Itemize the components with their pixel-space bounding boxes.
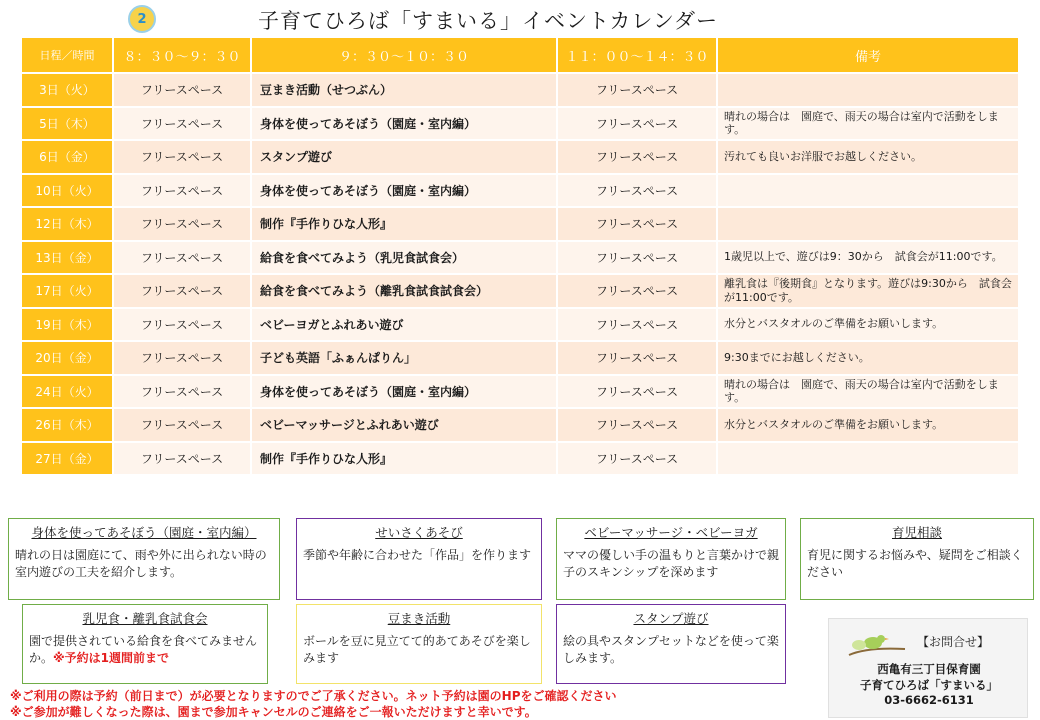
table-row: [22, 208, 1020, 242]
table-row: [22, 74, 1020, 108]
late-slot-cell: フリースペース: [558, 443, 718, 477]
info-box-soudan: [800, 518, 1034, 600]
late-slot-cell: フリースペース: [558, 175, 718, 209]
late-slot-cell: フリースペース: [558, 275, 718, 309]
month-badge-number: 2: [137, 11, 147, 27]
reservation-alert: ※予約は1週間前まで: [53, 651, 170, 666]
note-cell: 離乳食は『後期食』となります。遊びは9:30から 試食会が11:00です。: [718, 275, 1020, 309]
activity-cell: ベビーマッサージとふれあい遊び: [252, 409, 558, 443]
info-box-body-wrap: [29, 633, 261, 668]
page-title: 子育てひろば「すまいる」イベントカレンダー: [258, 9, 719, 33]
column-header-late: １１：００〜１４：３０: [558, 38, 718, 74]
info-box-body: 絵の具やスタンプセットなどを使って楽しみます。: [563, 634, 779, 666]
table-row: [22, 342, 1020, 376]
column-header-early: ８：３０〜９：３０: [114, 38, 252, 74]
late-slot-cell: フリースペース: [558, 141, 718, 175]
note-cell: 汚れても良いお洋服でお越しください。: [718, 141, 1020, 175]
date-cell: 20日（金）: [22, 342, 114, 376]
info-box-body: 晴れの日は園庭にて、雨や外に出られない時の室内遊びの工夫を紹介します。: [15, 548, 267, 580]
activity-cell: ベビーヨガとふれあい遊び: [252, 309, 558, 343]
late-slot-cell: フリースペース: [558, 309, 718, 343]
contact-org: 西亀有三丁目保育園: [877, 662, 981, 676]
activity-cell: 身体を使ってあそぼう（園庭・室内編）: [252, 376, 558, 410]
activity-cell: 身体を使ってあそぼう（園庭・室内編）: [252, 108, 558, 142]
info-box-title: せいさくあそび: [375, 525, 463, 540]
event-calendar-table: [22, 38, 1020, 476]
info-box-title: スタンプ遊び: [633, 611, 709, 626]
date-cell: 6日（金）: [22, 141, 114, 175]
late-slot-cell: フリースペース: [558, 108, 718, 142]
activity-cell: 身体を使ってあそぼう（園庭・室内編）: [252, 175, 558, 209]
early-slot-cell: フリースペース: [114, 409, 252, 443]
early-slot-cell: フリースペース: [114, 108, 252, 142]
late-slot-cell: フリースペース: [558, 208, 718, 242]
info-box-title: 身体を使ってあそぼう（園庭・室内編）: [31, 525, 257, 540]
info-box-body: 園で提供されている給食を食べてみませんか。: [29, 634, 258, 666]
note-cell: [718, 175, 1020, 209]
note-cell: 水分とバスタオルのご準備をお願いします。: [718, 409, 1020, 443]
early-slot-cell: フリースペース: [114, 208, 252, 242]
early-slot-cell: フリースペース: [114, 141, 252, 175]
early-slot-cell: フリースペース: [114, 275, 252, 309]
table-row: [22, 242, 1020, 276]
table-row: [22, 141, 1020, 175]
activity-cell: 制作『手作りひな人形』: [252, 443, 558, 477]
info-box-body: ボールを豆に見立てて的あてあそびを楽しみます: [303, 634, 531, 666]
note-cell: 9:30までにお越しください。: [718, 342, 1020, 376]
month-badge-icon: [128, 5, 156, 33]
note-cell: 水分とバスタオルのご準備をお願いします。: [718, 309, 1020, 343]
footer-note: ※ご参加が難しくなった際は、園まで参加キャンセルのご連絡をご一報いただけますと幸いです。: [10, 705, 537, 720]
note-cell: 晴れの場合は 園庭で、雨天の場合は室内で活動をします。: [718, 376, 1020, 410]
date-cell: 10日（火）: [22, 175, 114, 209]
early-slot-cell: フリースペース: [114, 74, 252, 108]
table-header-row: [22, 38, 1020, 74]
info-box-mamemaki: [296, 604, 542, 684]
activity-cell: 子ども英語「ふぁんぱりん」: [252, 342, 558, 376]
table-row: [22, 108, 1020, 142]
info-box-title: 豆まき活動: [387, 611, 451, 626]
date-cell: 19日（木）: [22, 309, 114, 343]
date-cell: 26日（木）: [22, 409, 114, 443]
info-box-body: ママの優しい手の温もりと言葉かけで親子のスキンシップを深めます: [563, 548, 780, 580]
activity-cell: スタンプ遊び: [252, 141, 558, 175]
early-slot-cell: フリースペース: [114, 175, 252, 209]
date-cell: 13日（金）: [22, 242, 114, 276]
column-header-date: 日程／時間: [22, 38, 114, 74]
date-cell: 24日（火）: [22, 376, 114, 410]
table-row: [22, 409, 1020, 443]
contact-name: 子育てひろば「すまいる」: [860, 678, 998, 692]
note-cell: [718, 443, 1020, 477]
date-cell: 17日（火）: [22, 275, 114, 309]
info-box-baby: [556, 518, 786, 600]
info-box-title: 育児相談: [891, 525, 942, 540]
contact-phone: 03-6662-6131: [884, 693, 974, 707]
bird-icon: [847, 625, 907, 661]
info-box-shishoku: [22, 604, 268, 684]
late-slot-cell: フリースペース: [558, 242, 718, 276]
info-box-stamp: [556, 604, 786, 684]
late-slot-cell: フリースペース: [558, 409, 718, 443]
info-box-title: ベビーマッサージ・ベビーヨガ: [584, 525, 758, 540]
early-slot-cell: フリースペース: [114, 342, 252, 376]
table-row: [22, 309, 1020, 343]
table-body: [22, 74, 1020, 476]
early-slot-cell: フリースペース: [114, 242, 252, 276]
activity-cell: 豆まき活動（せつぶん）: [252, 74, 558, 108]
early-slot-cell: フリースペース: [114, 376, 252, 410]
note-cell: [718, 208, 1020, 242]
footer-note: ※ご利用の際は予約（前日まで）が必要となりますのでご了承ください。ネット予約は園のHPをご確認ください: [10, 689, 617, 703]
info-box-seisaku: [296, 518, 542, 600]
column-header-note: 備考: [718, 38, 1020, 74]
info-box-title: 乳児食・離乳食試食会: [82, 611, 208, 626]
table-row: [22, 443, 1020, 477]
table-row: [22, 275, 1020, 309]
footer-notes: [10, 688, 617, 720]
date-cell: 12日（木）: [22, 208, 114, 242]
late-slot-cell: フリースペース: [558, 74, 718, 108]
info-box-body: 育児に関するお悩みや、疑問をご相談ください: [807, 548, 1023, 580]
early-slot-cell: フリースペース: [114, 309, 252, 343]
table-row: [22, 175, 1020, 209]
table-row: [22, 376, 1020, 410]
contact-title: 【お問合せ】: [917, 635, 990, 649]
date-cell: 3日（火）: [22, 74, 114, 108]
activity-cell: 制作『手作りひな人形』: [252, 208, 558, 242]
contact-card: [828, 618, 1028, 718]
header: [0, 0, 1040, 36]
note-cell: 1歳児以上で、遊びは9：30から 試食会が11:00です。: [718, 242, 1020, 276]
activity-cell: 給食を食べてみよう（乳児食試食会）: [252, 242, 558, 276]
late-slot-cell: フリースペース: [558, 376, 718, 410]
note-cell: 晴れの場合は 園庭で、雨天の場合は室内で活動をします。: [718, 108, 1020, 142]
late-slot-cell: フリースペース: [558, 342, 718, 376]
activity-cell: 給食を食べてみよう（離乳食試食試食会）: [252, 275, 558, 309]
note-cell: [718, 74, 1020, 108]
info-box-karada: [8, 518, 280, 600]
date-cell: 27日（金）: [22, 443, 114, 477]
date-cell: 5日（木）: [22, 108, 114, 142]
early-slot-cell: フリースペース: [114, 443, 252, 477]
info-box-body: 季節や年齢に合わせた「作品」を作ります: [303, 548, 532, 562]
column-header-activity: ９：３０〜１０：３０: [252, 38, 558, 74]
